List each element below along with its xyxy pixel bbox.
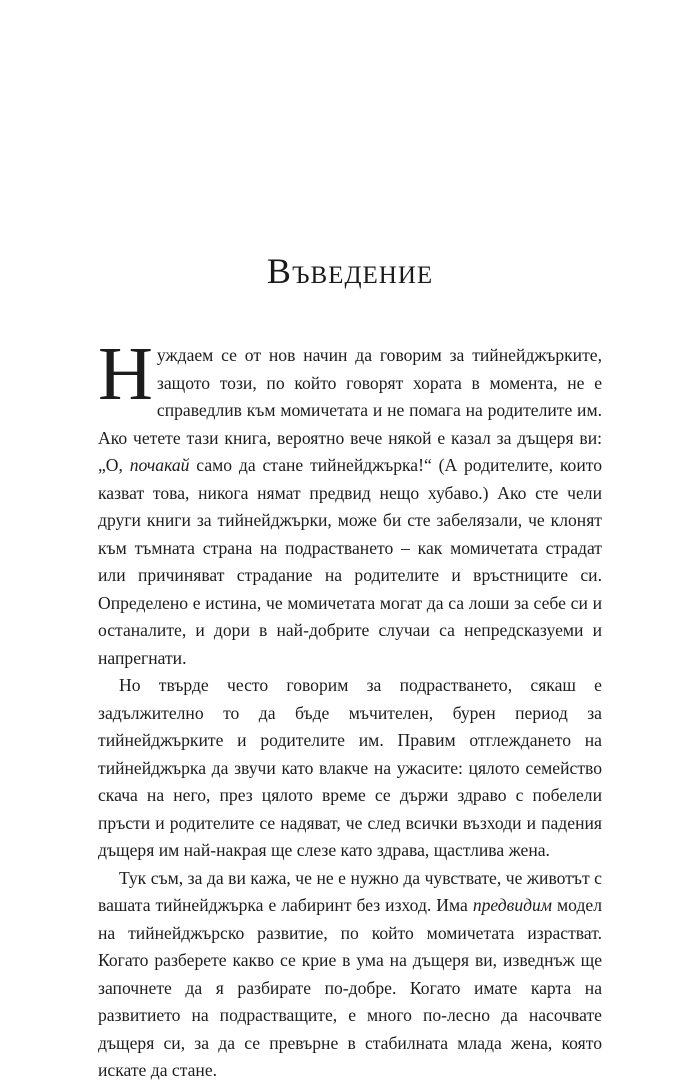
paragraph-2: Но твърде често говорим за подрастването, сякаш е задължително то да бъде мъчителен, бурен период за тийнейджърките и родителите им. Правим отглеждането на тийнейджърка да звучи като влакче на ужасите: цялото семейство скача на него, през цялото време се държи здраво с побелели пръсти и родителите се надяват, че след всички възходи и падения дъщеря им най-накрая ще слезе като здрава, щастлива жена.	[98, 675, 602, 860]
paragraph-1	[98, 332, 602, 672]
paragraph-3	[98, 865, 602, 1085]
paragraph-3-text-a: Тук съм, за да ви кажа, че не е нужно да чувствате, че животът с вашата тийнейджърка е лабиринт без изход. Има	[98, 867, 602, 915]
paragraph-1-text-a: уждаем се от нов начин да говорим за тийнейджърките, защото този, по който говорят хората в момента, не е справедлив към момичетата и не помага на родителите им. Ако четете тази книга, вероятно вече някой е казал за дъщеря ви: „О,	[98, 345, 602, 475]
chapter-title: Въведение	[266, 251, 434, 291]
paragraph-1-text-b: само да стане тийнейджърка!“ (А родителите, които казват това, никога нямат предвид нещо хубаво.) Ако сте чели други книги за тийнейджърки, може би сте забелязали, че клонят към тъмната страна на подрастването – как момичетата страдат или причиняват страдание на родителите и връстниците си. Определено е истина, че момичетата могат да са лоши за себе си и останалите, и дори в най-добрите случаи са непредсказуеми и напрегнати.	[98, 455, 602, 668]
body-text	[98, 332, 602, 1085]
paragraph-3-italic: предвидим	[472, 895, 553, 915]
drop-cap: Н	[98, 332, 153, 416]
paragraph-1-italic: почакай	[129, 455, 190, 475]
paragraph-3-text-b: модел на тийнейджърско развитие, по който момичетата израстват. Когато разберете какво се крие в ума на дъщеря ви, изведнъж ще започнете да я разбирате по-добре. Когато имате карта на развитието на подрастващите, е много по-лесно да насочвате дъщеря си, за да се превърне в стабилната млада жена, която искате да стане.	[98, 895, 602, 1080]
